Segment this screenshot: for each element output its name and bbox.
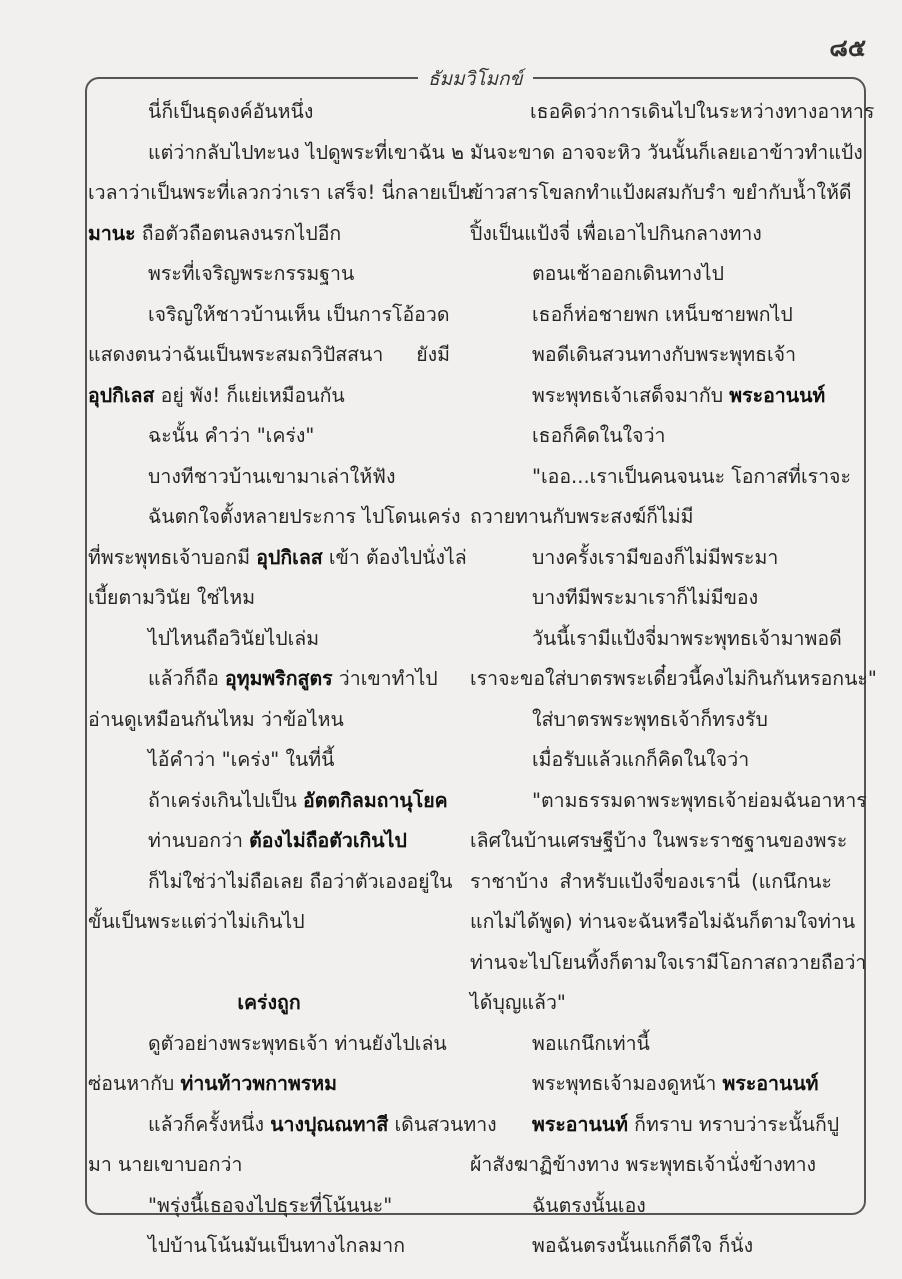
text-segment: ก็ไม่ใช่ว่าไม่ถือเลย ถือว่าตัวเองอยู่ใน: [148, 869, 453, 893]
text-segment: ท่านจะไปโยนทิ้งก็ตามใจเรามีโอกาสถวายถือว่า: [470, 950, 867, 974]
text-line: [470, 700, 832, 741]
text-line: [470, 943, 867, 984]
text-line: [88, 781, 450, 822]
text-line: [88, 1105, 497, 1146]
text-line: [88, 1064, 450, 1105]
text-segment: บางครั้งเรามีของก็ไม่มีพระมา: [532, 545, 779, 569]
text-line: [88, 943, 450, 984]
text-line: [470, 619, 842, 660]
text-segment: พอฉันตรงนั้นแกก็ดีใจ ก็นั่ง: [532, 1234, 754, 1257]
left-column: [88, 92, 497, 1267]
bold-term: อุปกิเลส: [256, 545, 323, 569]
right-column: [470, 92, 877, 1267]
text-segment: เจริญให้ชาวบ้านเห็น เป็นการโอ้อวด: [148, 302, 450, 326]
bold-term: อุปกิเลส: [88, 383, 155, 407]
text-segment: ที่พระพุทธเจ้าบอกมี: [88, 545, 257, 569]
text-segment: พอดีเดินสวนทางกับพระพุทธเจ้า: [532, 343, 797, 366]
text-line: [470, 497, 832, 538]
text-segment: พระพุทธเจ้ามองดูหน้า: [532, 1072, 723, 1095]
text-segment: ถวายทานกับพระสงฆ์ก็ไม่มี: [470, 505, 694, 528]
text-line: [88, 578, 450, 619]
book-title: ธัมมวิโมกข์: [418, 64, 533, 94]
text-line: [470, 578, 832, 619]
text-segment: เธอก็คิดในใจว่า: [532, 424, 666, 447]
text-segment: แล้วก็ครั้งหนึ่ง: [148, 1112, 271, 1136]
text-segment: ตอนเช้าออกเดินทางไป: [532, 262, 724, 285]
text-segment: "เออ...เราเป็นคนจนนะ โอกาสที่เราจะ: [532, 464, 851, 488]
bold-term: ต้องไม่ถือตัวเกินไป: [249, 829, 407, 852]
text-segment: "ตามธรรมดาพระพุทธเจ้าย่อมฉันอาหาร: [532, 788, 867, 812]
text-segment: วันนี้เรามีแป้งจี่มาพระพุทธเจ้ามาพอดี: [532, 626, 842, 650]
text-line: [88, 254, 450, 295]
text-line: [88, 983, 450, 1024]
bold-term: เคร่งถูก: [237, 991, 301, 1014]
text-segment: เธอก็ห่อชายพก เหน็บชายพกไป: [532, 302, 793, 326]
text-line: [470, 416, 832, 457]
text-line: [88, 214, 450, 255]
text-segment: พระที่เจริญพระกรรมฐาน: [148, 262, 355, 285]
text-segment: ได้บุญแล้ว": [470, 991, 566, 1014]
text-line: [470, 902, 856, 943]
bold-term: พระอานนท์: [532, 1112, 628, 1136]
text-segment: ไปบ้านโน้นมันเป็นทางไกลมาก: [148, 1234, 406, 1257]
text-segment: ฉันตกใจตั้งหลายประการ ไปโดนเคร่ง: [148, 505, 461, 528]
text-segment: แกไม่ได้พูด) ท่านจะฉันหรือไม่ฉันก็ตามใจท่าน: [470, 910, 856, 933]
text-segment: ท่านบอกว่า: [148, 829, 250, 852]
text-line: [88, 862, 453, 903]
text-segment: ซ่อนหากับ: [88, 1072, 181, 1095]
text-line: [88, 700, 450, 741]
text-line: [88, 902, 450, 943]
text-segment: ข้าวสารโขลกทำแป้งผสมกับรำ ขยำกับน้ำให้ดี: [470, 181, 852, 204]
text-segment: เวลาว่าเป็นพระที่เลวกว่าเรา เสร็จ! นี่กลายเป็น: [88, 181, 474, 204]
bold-term: อุทุมพริกสูตร: [225, 667, 333, 690]
text-line: [88, 1024, 450, 1065]
text-line: [88, 740, 450, 781]
text-segment: เดินสวนทาง: [388, 1112, 497, 1136]
text-segment: ฉันตรงนั้นเอง: [532, 1193, 646, 1217]
text-line: [88, 376, 450, 417]
text-line: [470, 92, 875, 133]
text-line: [470, 1145, 832, 1186]
text-segment: นี่ก็เป็นธุดงค์อันหนึ่ง: [148, 100, 314, 123]
text-line: [88, 295, 450, 336]
text-line: [470, 295, 832, 336]
text-line: [470, 457, 851, 498]
bold-term: พระอานนท์: [722, 1072, 819, 1095]
text-line: [88, 821, 450, 862]
text-line: [88, 133, 464, 174]
text-segment: แสดงตนว่าฉันเป็นพระสมถวิปัสสนา ยังมี: [88, 343, 450, 366]
text-line: [88, 659, 450, 700]
text-line: [470, 173, 852, 214]
text-line: [470, 983, 832, 1024]
page-number: ๘๕: [829, 34, 866, 62]
bold-term: พระอานนท์: [729, 383, 826, 407]
text-line: [470, 1226, 832, 1267]
text-segment: เลิศในบ้านเศรษฐีบ้าง ในพระราชฐานของพระ: [470, 829, 848, 852]
text-segment: เธอคิดว่าการเดินไปในระหว่างทางอาหาร: [530, 100, 875, 123]
bold-term: อัตตกิลมถานุโยค: [303, 788, 448, 812]
text-line: [470, 740, 832, 781]
text-segment: แต่ว่ากลับไปทะนง ไปดูพระที่เขาฉัน ๒: [148, 140, 464, 164]
bold-term: ท่านท้าวพกาพรหม: [180, 1072, 338, 1095]
text-line: [88, 1186, 450, 1227]
text-segment: พระพุทธเจ้าเสด็จมากับ: [532, 383, 730, 407]
text-line: [88, 497, 461, 538]
text-line: [88, 416, 450, 457]
bold-term: นางปุณณทาสี: [270, 1112, 389, 1136]
text-segment: มา นายเขาบอกว่า: [88, 1153, 243, 1176]
text-segment: บางทีมีพระมาเราก็ไม่มีของ: [532, 586, 759, 609]
text-segment: ไปไหนถือวินัยไปเล่ม: [148, 626, 320, 650]
text-segment: ดูตัวอย่างพระพุทธเจ้า ท่านยังไปเล่น: [148, 1031, 447, 1055]
text-segment: เบี้ยตามวินัย ใช่ไหม: [88, 586, 256, 609]
text-segment: ใส่บาตรพระพุทธเจ้าก็ทรงรับ: [532, 707, 768, 731]
text-line: [88, 335, 450, 376]
text-segment: ถ้าเคร่งเกินไปเป็น: [148, 788, 304, 812]
text-segment: แล้วก็ถือ: [148, 667, 225, 690]
text-line: [470, 133, 863, 174]
text-segment: บางทีชาวบ้านเขามาเล่าให้ฟัง: [148, 464, 396, 488]
text-line: [470, 821, 848, 862]
text-segment: เมื่อรับแล้วแกก็คิดในใจว่า: [532, 748, 750, 771]
bold-term: มานะ: [88, 221, 136, 245]
text-segment: "พรุ่งนี้เธอจงไปธุระที่โน้นนะ": [148, 1193, 393, 1217]
text-segment: ว่าเขาทำไป: [332, 667, 438, 690]
text-segment: อ่านดูเหมือนกันไหม ว่าข้อไหน: [88, 707, 344, 731]
text-segment: พอแกนึกเท่านี้: [532, 1031, 650, 1055]
text-line: [88, 1145, 450, 1186]
text-line: [470, 659, 877, 700]
text-line: [470, 254, 832, 295]
text-line: [88, 1226, 450, 1267]
text-line: [88, 92, 450, 133]
text-line: [470, 1064, 832, 1105]
text-line: [470, 862, 832, 903]
text-segment: มันจะขาด อาจจะหิว วันนั้นก็เลยเอาข้าวทำแป้ง: [470, 140, 863, 164]
text-segment: ฉะนั้น คำว่า "เคร่ง": [148, 424, 315, 447]
text-line: [88, 173, 474, 214]
text-line: [88, 538, 467, 579]
text-segment: เราจะขอใส่บาตรพระเดี๋ยวนี้คงไม่กินกันหรอกนะ": [470, 667, 877, 690]
text-segment: อยู่ พัง! ก็แย่เหมือนกัน: [154, 383, 345, 407]
text-line: [88, 619, 450, 660]
text-segment: ปิ้งเป็นแป้งจี่ เพื่อเอาไปกินกลางทาง: [470, 221, 762, 245]
text-segment: ราชาบ้าง สำหรับแป้งจี่ของเรานี่ (แกนึกนะ: [470, 869, 832, 893]
text-line: [88, 457, 450, 498]
text-segment: ขั้นเป็นพระแต่ว่าไม่เกินไป: [88, 910, 305, 933]
text-line: [470, 1186, 832, 1227]
text-line: [470, 1105, 840, 1146]
text-segment: ผ้าสังฆาฏิข้างทาง พระพุทธเจ้านั่งข้างทาง: [470, 1153, 817, 1176]
text-segment: ถือตัวถือตนลงนรกไปอีก: [135, 221, 342, 245]
text-line: [470, 1024, 832, 1065]
text-line: [470, 376, 832, 417]
text-line: [470, 214, 832, 255]
text-segment: ก็ทราบ ทราบว่าระนั้นก็ปู: [627, 1112, 840, 1136]
text-segment: ไอ้คำว่า "เคร่ง" ในที่นี้: [148, 748, 335, 771]
text-segment: เข้า ต้องไปนั่งไล่: [322, 545, 467, 569]
text-line: [470, 781, 867, 822]
text-line: [470, 538, 832, 579]
text-line: [470, 335, 832, 376]
